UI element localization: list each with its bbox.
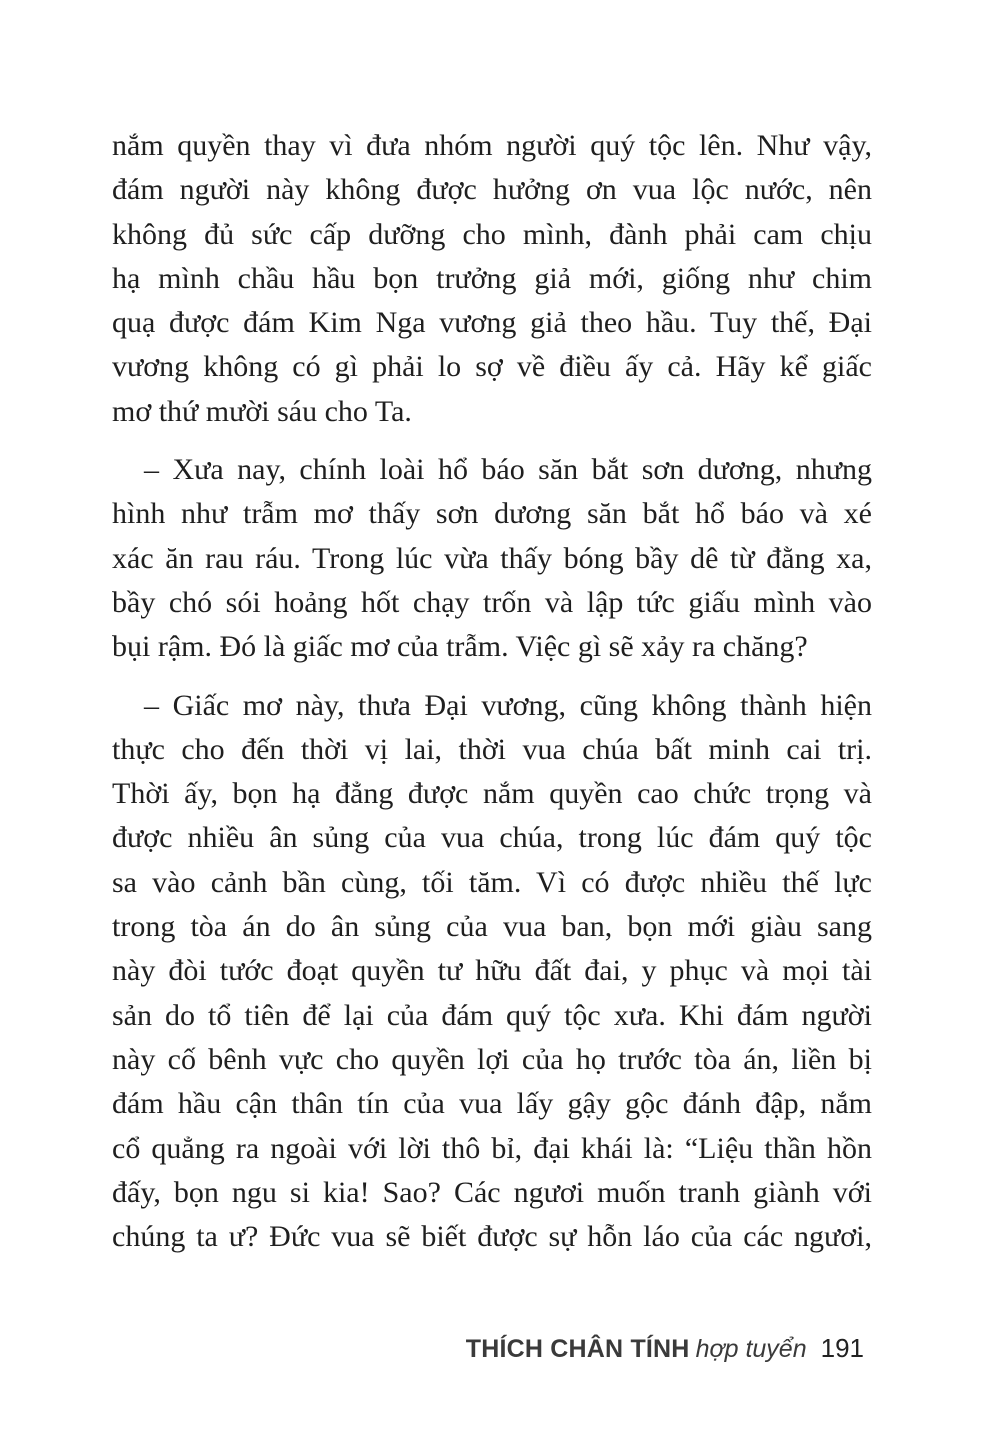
paragraph-2 xyxy=(112,448,872,669)
text-line: trong tòa án do ân sủng của vua ban, bọn mới giàu sang xyxy=(112,910,872,944)
body-text xyxy=(112,124,872,1259)
text-line: hình như trẫm mơ thấy sơn dương săn bắt hổ báo và xé xyxy=(112,497,872,531)
paragraph-gap xyxy=(112,434,872,448)
text-line: chúng ta ư? Đức vua sẽ biết được sự hỗn láo của các ngươi, xyxy=(112,1220,872,1254)
text-line: thực cho đến thời vị lai, thời vua chúa bất minh cai trị. xyxy=(112,732,872,766)
text-line: – Giấc mơ này, thưa Đại vương, cũng không thành hiện xyxy=(144,688,872,722)
text-line: sa vào cảnh bần cùng, tối tăm. Vì có được nhiều thế lực xyxy=(112,865,872,899)
text-line: đám người này không được hưởng ơn vua lộc nước, nên xyxy=(112,173,872,207)
text-line: bầy chó sói hoảng hốt chạy trốn và lập tức giấu mình vào xyxy=(112,585,872,619)
paragraph-1 xyxy=(112,124,872,434)
text-line: Thời ấy, bọn hạ đẳng được nắm quyền cao chức trọng và xyxy=(112,777,872,811)
text-line: bụi rậm. Đó là giấc mơ của trẫm. Việc gì sẽ xảy ra chăng? xyxy=(112,630,808,664)
text-line: xác ăn rau ráu. Trong lúc vừa thấy bóng bầy dê từ đằng xa, xyxy=(112,541,872,575)
text-line: không đủ sức cấp dưỡng cho mình, đành phải cam chịu xyxy=(112,217,872,251)
text-line: sản do tổ tiên để lại của đám quý tộc xưa. Khi đám người xyxy=(112,998,872,1032)
footer-author: THÍCH CHÂN TÍNH xyxy=(465,1335,690,1363)
text-line: hạ mình chầu hầu bọn trưởng giả mới, giống như chim xyxy=(112,261,872,295)
text-line: quạ được đám Kim Nga vương giả theo hầu. Tuy thế, Đại xyxy=(112,306,872,340)
text-line: cổ quẳng ra ngoài với lời thô bỉ, đại khái là: “Liệu thần hồn xyxy=(112,1131,872,1165)
text-line: này cố bênh vực cho quyền lợi của họ trước tòa án, liền bị xyxy=(112,1042,872,1076)
footer-series: hợp tuyển xyxy=(695,1335,807,1363)
paragraph-gap xyxy=(112,670,872,684)
text-line: đám hầu cận thân tín của vua lấy gậy gộc đánh đập, nắm xyxy=(112,1087,872,1121)
text-line: đấy, bọn ngu si kia! Sao? Các ngươi muốn tranh giành với xyxy=(112,1175,872,1209)
text-line: mơ thứ mười sáu cho Ta. xyxy=(112,394,412,428)
page-number: 191 xyxy=(820,1333,864,1363)
paragraph-3 xyxy=(112,684,872,1260)
text-line: vương không có gì phải lo sợ về điều ấy cả. Hãy kể giấc xyxy=(112,350,872,384)
text-line: nắm quyền thay vì đưa nhóm người quý tộc lên. Như vậy, xyxy=(112,129,872,162)
page-footer xyxy=(466,1328,864,1368)
text-line: này đòi tước đoạt quyền tư hữu đất đai, y phục và mọi tài xyxy=(112,954,872,988)
text-line: – Xưa nay, chính loài hổ báo săn bắt sơn dương, nhưng xyxy=(144,453,872,487)
text-line: được nhiều ân sủng của vua chúa, trong lúc đám quý tộc xyxy=(112,821,872,855)
